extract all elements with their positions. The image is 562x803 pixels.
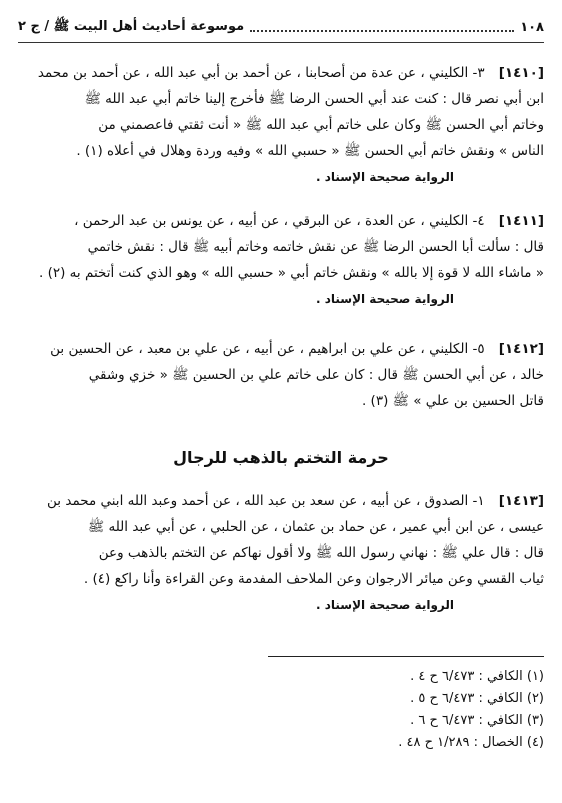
hadith-line: الناس » ونقش خاتم أبي الحسن ﷺ « حسبي الله » وفيه وردة وهلال في أعلاه (١) . [76, 143, 544, 159]
hadith-line: ثياب القسي وعن ميائر الارجوان وعن الملاحف المفدمة وعن القراءة وأنا راكع (٤) . [83, 571, 544, 587]
footnote-rule [268, 656, 544, 657]
book-title: موسوعة أحاديث أهل البيت ﷺ / ج ٢ [18, 18, 245, 34]
chain-note: الرواية صحيحة الإسناد . [315, 170, 454, 184]
hadith-number: [١٤١٠] [498, 65, 544, 81]
hadith-line: [١٤١١]٤- الكليني ، عن العدة ، عن البرقي ، عن أبيه ، عن يونس بن عبد الرحمن ، [18, 208, 544, 234]
hadith-1413 [18, 488, 544, 618]
hadith-number: [١٤١٢] [498, 341, 544, 357]
hadith-line: عيسى ، عن ابن أبي عمير ، عن حماد بن عثمان ، عن الحلبي ، عن أبي عبد الله ﷺ [87, 519, 544, 535]
hadith-line: وخاتم أبي الحسن ﷺ وكان على خاتم أبي عبد الله ﷺ « أنت ثقتي فاعصمني من [98, 117, 544, 133]
footnote: (٢) الكافي : ٦/٤٧٣ ح ٥ . [410, 691, 544, 706]
hadith-1412 [18, 336, 544, 414]
page-number: ١٠٨ [520, 19, 544, 35]
running-header [18, 16, 544, 38]
hadith-line: خالد ، عن أبي الحسن ﷺ قال : كان على خاتم علي بن الحسين ﷺ « خزي وشقي [88, 367, 544, 383]
hadith-line: ابن أبي نصر قال : كنت عند أبي الحسن الرضا ﷺ فأخرج إلينا خاتم أبي عبد الله ﷺ [84, 91, 544, 107]
hadith-line: قال : قال علي ﷺ : نهاني رسول الله ﷺ ولا أقول نهاكم عن التختم بالذهب وعن [98, 545, 544, 561]
footnote: (١) الكافي : ٦/٤٧٣ ح ٤ . [410, 669, 544, 684]
hadith-line: [١٤١٠]٣- الكليني ، عن عدة من أصحابنا ، عن أحمد بن أبي عبد الله ، عن أحمد بن محمد [18, 60, 544, 86]
hadith-line: قاتل الحسين بن علي » ﷺ (٣) . [361, 393, 544, 409]
chain-note: الرواية صحيحة الإسناد . [315, 598, 454, 612]
footnote: (٤) الخصال : ١/٢٨٩ ح ٤٨ . [398, 735, 544, 750]
header-dot-leader [250, 22, 514, 32]
section-heading: حرمة التختم بالذهب للرجال [173, 448, 389, 467]
header-rule [18, 42, 544, 43]
hadith-line: « ماشاء الله لا قوة إلا بالله » ونقش خاتم أبي « حسبي الله » وهو الذي كنت أتختم به (٢) . [38, 265, 544, 281]
hadith-1411 [18, 208, 544, 312]
hadith-line: [١٤١٢]٥- الكليني ، عن علي بن ابراهيم ، عن أبيه ، عن علي بن معبد ، عن الحسين بن [18, 336, 544, 362]
chain-note: الرواية صحيحة الإسناد . [315, 292, 454, 306]
hadith-1410 [18, 60, 544, 190]
hadith-line: قال : سألت أبا الحسن الرضا ﷺ عن نقش خاتمه وخاتم أبيه ﷺ قال : نقش خاتمي [87, 239, 544, 255]
hadith-line: [١٤١٣]١- الصدوق ، عن أبيه ، عن سعد بن عبد الله ، عن أحمد وعبد الله ابني محمد بن [18, 488, 544, 514]
footnote: (٣) الكافي : ٦/٤٧٣ ح ٦ . [410, 713, 544, 728]
footnotes [18, 666, 544, 754]
hadith-number: [١٤١١] [498, 213, 544, 229]
hadith-number: [١٤١٣] [498, 493, 544, 509]
